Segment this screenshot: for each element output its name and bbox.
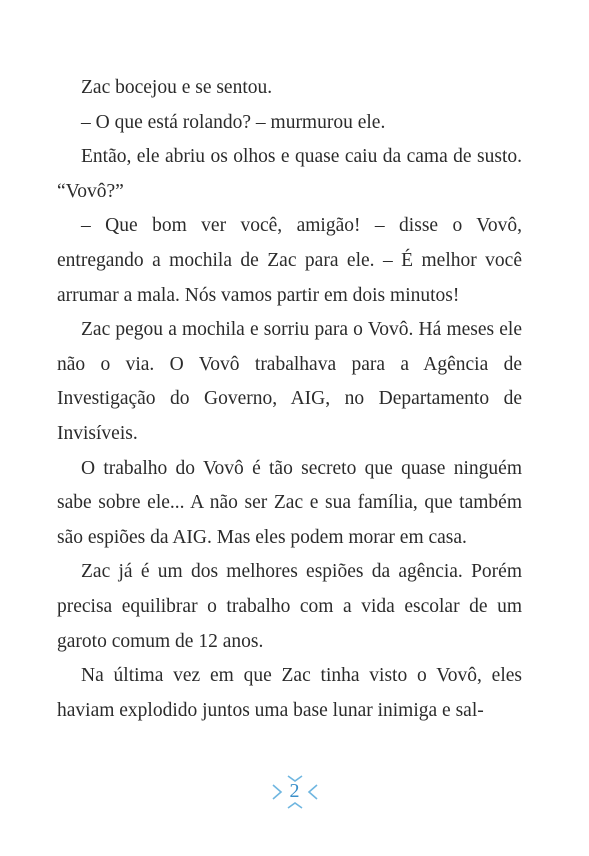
paragraph-6: O trabalho do Vovô é tão secreto que quase ninguém sabe sobre ele... A não ser Zac e sua família, que também são espiões da AIG. Mas eles podem morar em casa. [57,457,522,548]
paragraph-2: – O que está rolando? – murmurou ele. [81,111,386,133]
paragraph-8: Na última vez em que Zac tinha visto o Vovô, eles haviam explodido juntos uma base lunar inimiga e sal- [57,665,522,721]
paragraph-1: Zac bocejou e se sentou. [81,77,273,98]
paragraph-4: – Que bom ver você, amigão! – disse o Vovô, entregando a mochila de Zac para ele. – É melhor você arrumar a mala. Nós vamos partir em dois minutos! [57,215,522,306]
body-text [57,71,522,728]
paragraph-7: Zac já é um dos melhores espiões da agência. Porém precisa equilibrar o trabalho com a vida escolar de um garoto comum de 12 anos. [57,561,522,652]
paragraph-5: Zac pegou a mochila e sorriu para o Vovô. Há meses ele não o via. O Vovô trabalhava para a Agência de Investigação do Governo, AIG, no Departamento de Invisíveis. [57,319,522,444]
paragraph-3: Então, ele abriu os olhos e quase caiu da cama de susto. “Vovô?” [57,146,522,202]
page-number: 2 [289,780,300,802]
